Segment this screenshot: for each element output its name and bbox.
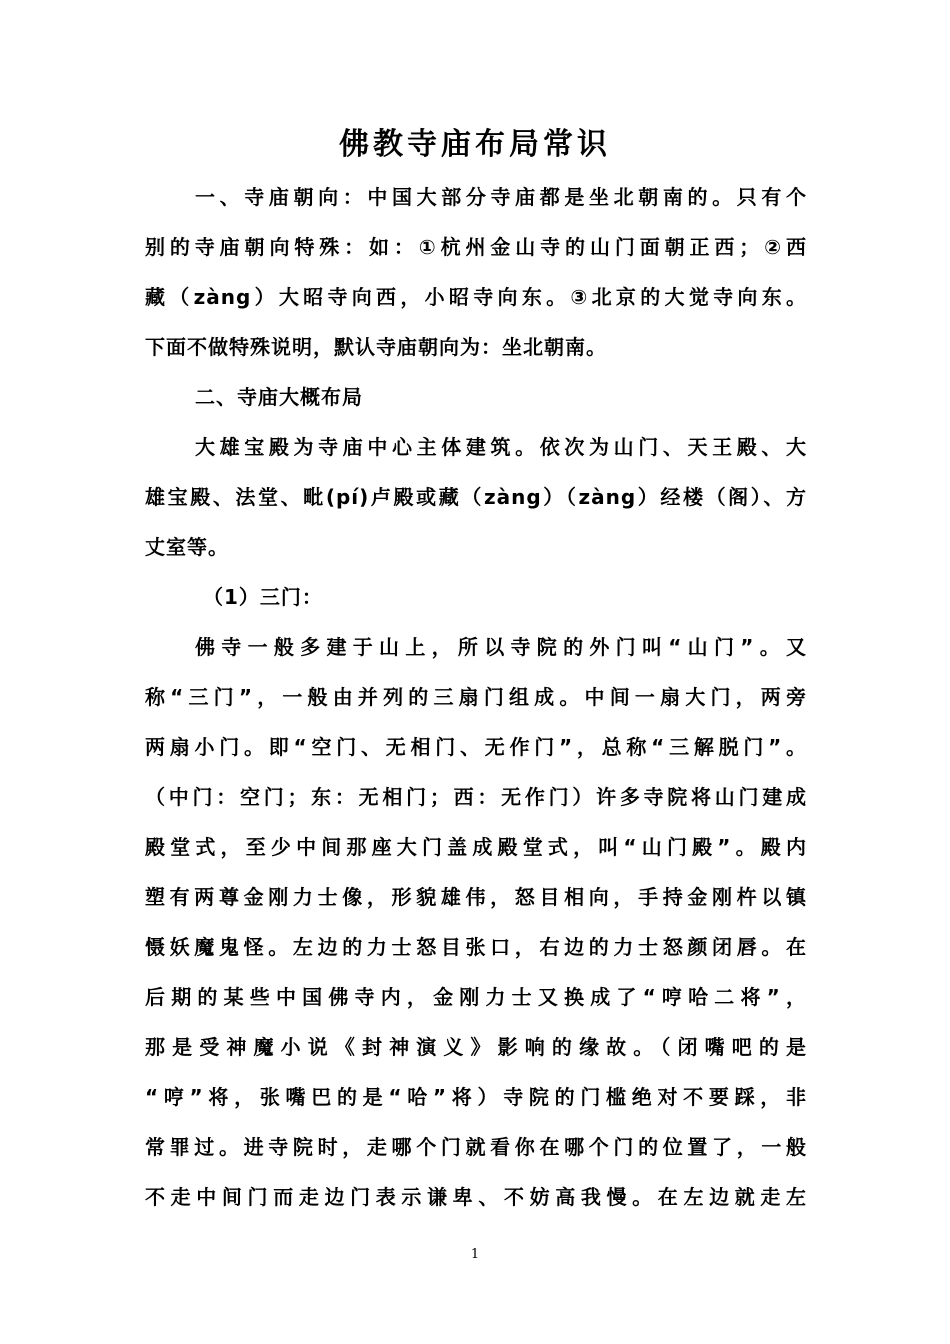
text-line: 称“三门”，一般由并列的三扇门组成。中间一扇大门，两旁	[145, 685, 807, 709]
text-line: 佛寺一般多建于山上，所以寺院的外门叫“山门”。又	[195, 635, 807, 659]
text-line: 下面不做特殊说明，默认寺庙朝向为：坐北朝南。	[145, 335, 607, 359]
text-line: “哼”将，张嘴巴的是“哈”将）寺院的门槛绝对不要踩，非	[145, 1085, 807, 1109]
text-line: 大雄宝殿为寺庙中心主体建筑。依次为山门、天王殿、大	[195, 435, 807, 459]
text-line: 塑有两尊金刚力士像，形貌雄伟，怒目相向，手持金刚杵以镇	[145, 885, 807, 909]
text-line: 那是受神魔小说《封神演义》影响的缘故。（闭嘴吧的是	[145, 1035, 807, 1059]
page-number: 1	[470, 1247, 480, 1262]
text-line: 雄宝殿、法堂、毗(pí)卢殿或藏（zàng）（zàng）经楼（阁）、方	[145, 485, 807, 509]
text-line: （中门：空门；东：无相门；西：无作门）许多寺院将山门建成	[145, 785, 807, 809]
section-heading: 二、寺庙大概布局	[195, 385, 363, 409]
subsection-heading: （1）三门：	[203, 585, 323, 609]
text-line: 后期的某些中国佛寺内，金刚力士又换成了“哼哈二将”，	[145, 985, 807, 1009]
text-line: 藏（zàng）大昭寺向西，小昭寺向东。③北京的大觉寺向东。	[145, 285, 807, 309]
page-title: 佛教寺庙布局常识	[339, 127, 611, 162]
text-line: 两扇小门。即“空门、无相门、无作门”，总称“三解脱门”。	[145, 735, 807, 759]
text-line: 慑妖魔鬼怪。左边的力士怒目张口，右边的力士怒颜闭唇。在	[145, 935, 807, 959]
text-line: 丈室等。	[145, 535, 229, 559]
text-line: 一、寺庙朝向：中国大部分寺庙都是坐北朝南的。只有个	[195, 185, 807, 209]
text-line: 殿堂式，至少中间那座大门盖成殿堂式，叫“山门殿”。殿内	[145, 835, 807, 859]
text-line: 别的寺庙朝向特殊：如：①杭州金山寺的山门面朝正西；②西	[145, 235, 807, 259]
text-line: 不走中间门而走边门表示谦卑、不妨高我慢。在左边就走左	[145, 1185, 807, 1209]
text-line: 常罪过。进寺院时，走哪个门就看你在哪个门的位置了，一般	[145, 1135, 807, 1159]
